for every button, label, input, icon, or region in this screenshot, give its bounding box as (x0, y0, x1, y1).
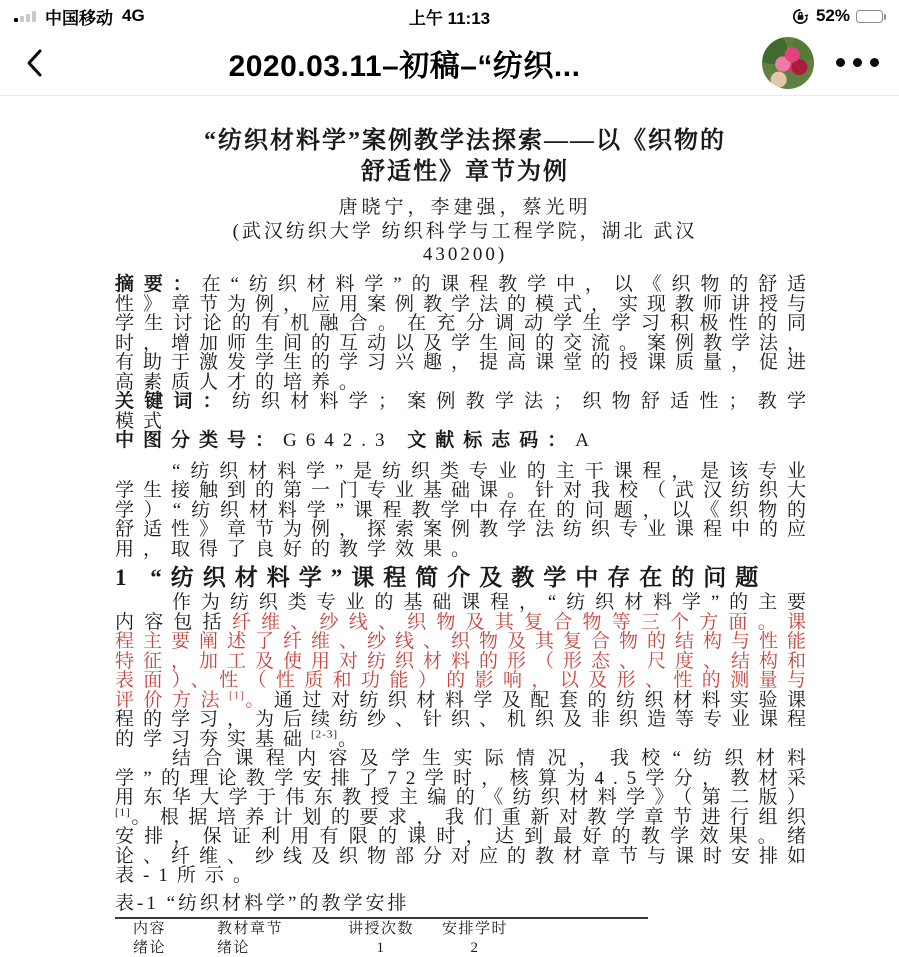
network-type-label: 4G (122, 6, 145, 25)
orientation-lock-icon (791, 7, 810, 26)
document-title-bar: 2020.03.11–初稿–“纺织... (228, 49, 581, 83)
paper-authors: 唐晓宁，李建强，蔡光明 (338, 197, 592, 218)
clock-label: 上午 11:13 (408, 8, 491, 28)
doc-code-label: 文献标志码： (407, 430, 576, 451)
abstract-label: 摘要： (115, 274, 202, 295)
citation-superscript: [1] (229, 689, 245, 702)
section-1-paragraph-2 (115, 749, 815, 886)
text-segment: 。 (244, 689, 274, 711)
table-row (115, 940, 815, 957)
table-header-cell: 安排学时 (441, 920, 508, 937)
table-header-cell: 讲授次数 (347, 920, 414, 937)
table-header-cell: 内容 (133, 920, 167, 937)
text-segment: 纤维、纱线、织物及其复合物等三个方面。课程主要阐述了纤维、纱线、织物及其复合物的结构与性能特征，加工及使用对纺织材料的形（形态、尺度、结构和表面）、性（性质和功能）的影响，以及形、性的测量与评价方法 (115, 611, 816, 711)
table-caption: 表-1 “纺织材料学”的教学安排 (115, 891, 648, 919)
text-segment: 。 (338, 728, 367, 750)
battery-percent-label: 52% (815, 6, 850, 25)
document-page[interactable] (0, 96, 899, 957)
battery-icon (856, 10, 883, 23)
doc-code-value: A (575, 430, 598, 451)
avatar[interactable] (762, 37, 814, 89)
text-segment: 。根据培养计划的要求，我们重新对教学章节进行组织安排，保证利用有限的课时，达到最好的教学效果。绪论、纤维、纱线及织物部分对应的教材章节与课时安排如表-1所示。 (115, 806, 816, 886)
table-header-row (115, 921, 815, 938)
nav-bar (0, 30, 899, 96)
table-cell: 绪论 (133, 939, 167, 956)
text-segment: 作为纺织类专业的基础课程，“纺织材料学”的主要内容包括 (115, 592, 815, 633)
text-segment: 通过对纺织材料学及配套的纺织材料实验课程的学习，为后续纺纱、针织、机织及非织造等专业课程的学习夯实基础 (115, 689, 816, 750)
section-1-paragraph-1 (115, 593, 815, 749)
citation-superscript: [1] (115, 806, 131, 819)
back-button[interactable] (22, 44, 47, 82)
paper-affiliation: (武汉纺织大学 纺织科学与工程学院，湖北 武汉 430200) (232, 221, 698, 265)
signal-strength-icon (14, 11, 36, 22)
keywords-label: 关键词： (115, 391, 232, 412)
status-bar (0, 0, 899, 30)
table-cell: 绪论 (217, 939, 251, 956)
intro-paragraph: “纺织材料学”是纺织类专业的主干课程，是该专业学生接触到的第一门专业基础课。针对我校（武汉纺织大学）“纺织材料学”课程教学中存在的问题，以《织物的舒适性》章节为例，探索案例教学法纺织专业课程中的应用，取得了良好的教学效果。 (115, 460, 816, 560)
ellipsis-icon (836, 58, 845, 67)
clc-value: G642.3 (283, 430, 394, 451)
table-cell: 2 (470, 939, 480, 956)
section-1-heading: 1 “纺织材料学”课程简介及教学中存在的问题 (115, 565, 768, 590)
paper-title: “纺织材料学”案例教学法探索——以《织物的舒适性》章节为例 (204, 128, 726, 185)
table-header-cell: 教材章节 (217, 920, 284, 937)
citation-superscript: [2-3] (311, 728, 339, 741)
table-cell: 1 (376, 939, 386, 956)
more-menu-button[interactable] (836, 58, 879, 67)
keywords-line: 关键词：纺织材料学；案例教学法；织物舒适性；教学模式 (115, 391, 815, 432)
schedule-table (115, 921, 815, 957)
abstract-paragraph: 摘要：在“纺织材料学”的课程教学中，以《织物的舒适性》章节为例，应用案例教学法的模式，实现教师讲授与学生讨论的有机融合。在充分调动学生学习积极性的同时，增加师生间的互动以及学生间的交流。案例教学法，有助于激发学生的学习兴趣，提高课堂的授课质量，促进高素质人才的培养。 (115, 274, 816, 393)
carrier-label: 中国移动 (45, 8, 113, 28)
text-segment: 结合课程内容及学生实际情况，我校“纺织材料学”的理论教学安排了72学时，核算为4.5学分，教材采用东华大学于伟东教授主编的《纺织材料学》（第二版） (115, 748, 815, 808)
classification-line (115, 431, 815, 451)
clc-label: 中图分类号： (115, 430, 284, 451)
